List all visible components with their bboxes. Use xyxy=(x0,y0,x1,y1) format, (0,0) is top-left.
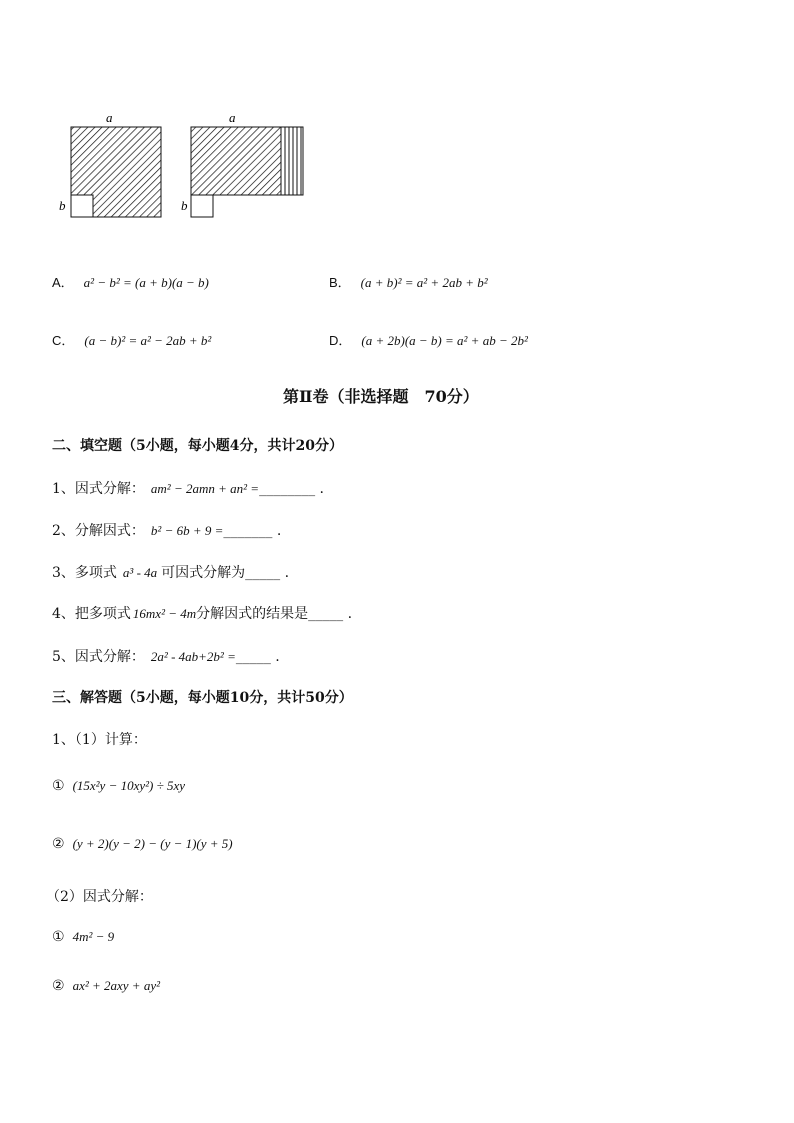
factor-expr: 4m² − 9 xyxy=(72,929,115,944)
question-prefix: 2、分解因式： xyxy=(52,523,145,539)
option-d[interactable] xyxy=(329,330,528,349)
option-label: D． xyxy=(329,333,352,348)
figure-left-square xyxy=(55,110,170,225)
circled-number-1: ① xyxy=(52,929,65,945)
calc-expr: (15x²y − 10xy²) ÷ 5xy xyxy=(72,778,186,793)
question-prefix: 1、因式分解： xyxy=(52,481,145,497)
calc-expr: (y + 2)(y − 2) − (y − 1)(y + 5) xyxy=(72,836,233,851)
circled-number-2: ② xyxy=(52,978,65,994)
option-c[interactable] xyxy=(52,330,211,349)
label-a: a xyxy=(229,110,236,125)
question-expr: a³ - 4a xyxy=(122,565,158,580)
part2-title: 第Ⅱ卷（非选择题 70分） xyxy=(283,387,479,406)
fill-question-2 xyxy=(52,520,281,540)
solve-question-1-title: 1、（1）计算： xyxy=(52,732,147,748)
section2-title: 二、填空题（5小题，每小题4分，共计20分） xyxy=(52,438,343,454)
label-b: b xyxy=(181,198,188,213)
option-b[interactable] xyxy=(329,272,488,291)
question-suffix: _______ . xyxy=(223,523,282,539)
option-expr: (a + b)² = a² + 2ab + b² xyxy=(360,275,488,290)
fill-question-4 xyxy=(52,603,352,623)
circled-number-2: ② xyxy=(52,836,65,852)
question-suffix: 可因式分解为_____ . xyxy=(161,565,290,581)
question-prefix: 5、因式分解： xyxy=(52,649,145,665)
question-expr: 2a² - 4ab+2b² = xyxy=(150,649,236,664)
question-expr: am² − 2amn + an² = xyxy=(150,481,260,496)
factor-item-1 xyxy=(52,929,114,945)
question-suffix: _____ . xyxy=(235,649,280,665)
question-prefix: 3、多项式 xyxy=(52,565,117,581)
question-prefix: 4、把多项式 xyxy=(52,606,131,622)
option-label: C． xyxy=(52,333,75,348)
factor-item-2 xyxy=(52,978,160,994)
circled-number-1: ① xyxy=(52,778,65,794)
factor-expr: ax² + 2axy + ay² xyxy=(72,978,160,993)
question-expr: b² − 6b + 9 = xyxy=(150,523,224,538)
option-label: B． xyxy=(329,275,351,290)
question-suffix: 分解因式的结果是_____ . xyxy=(196,606,353,622)
label-a: a xyxy=(106,110,113,125)
option-expr: (a + 2b)(a − b) = a² + ab − 2b² xyxy=(361,333,528,348)
calc-item-1 xyxy=(52,778,185,794)
fill-question-1 xyxy=(52,478,324,498)
section3-title: 三、解答题（5小题，每小题10分，共计50分） xyxy=(52,690,353,706)
calc-item-2 xyxy=(52,836,233,852)
figure-right-rectangle xyxy=(177,110,312,225)
fill-question-5 xyxy=(52,646,280,666)
question-expr: 16mx² − 4m xyxy=(132,606,197,621)
question-suffix: ________ . xyxy=(259,481,324,497)
label-b: b xyxy=(59,198,66,213)
option-a[interactable] xyxy=(52,272,209,291)
option-expr: (a − b)² = a² − 2ab + b² xyxy=(84,333,212,348)
solve-question-1-part2: （2）因式分解： xyxy=(46,889,153,905)
option-expr: a² − b² = (a + b)(a − b) xyxy=(83,275,209,290)
fill-question-3 xyxy=(52,562,289,582)
option-label: A． xyxy=(52,275,74,290)
